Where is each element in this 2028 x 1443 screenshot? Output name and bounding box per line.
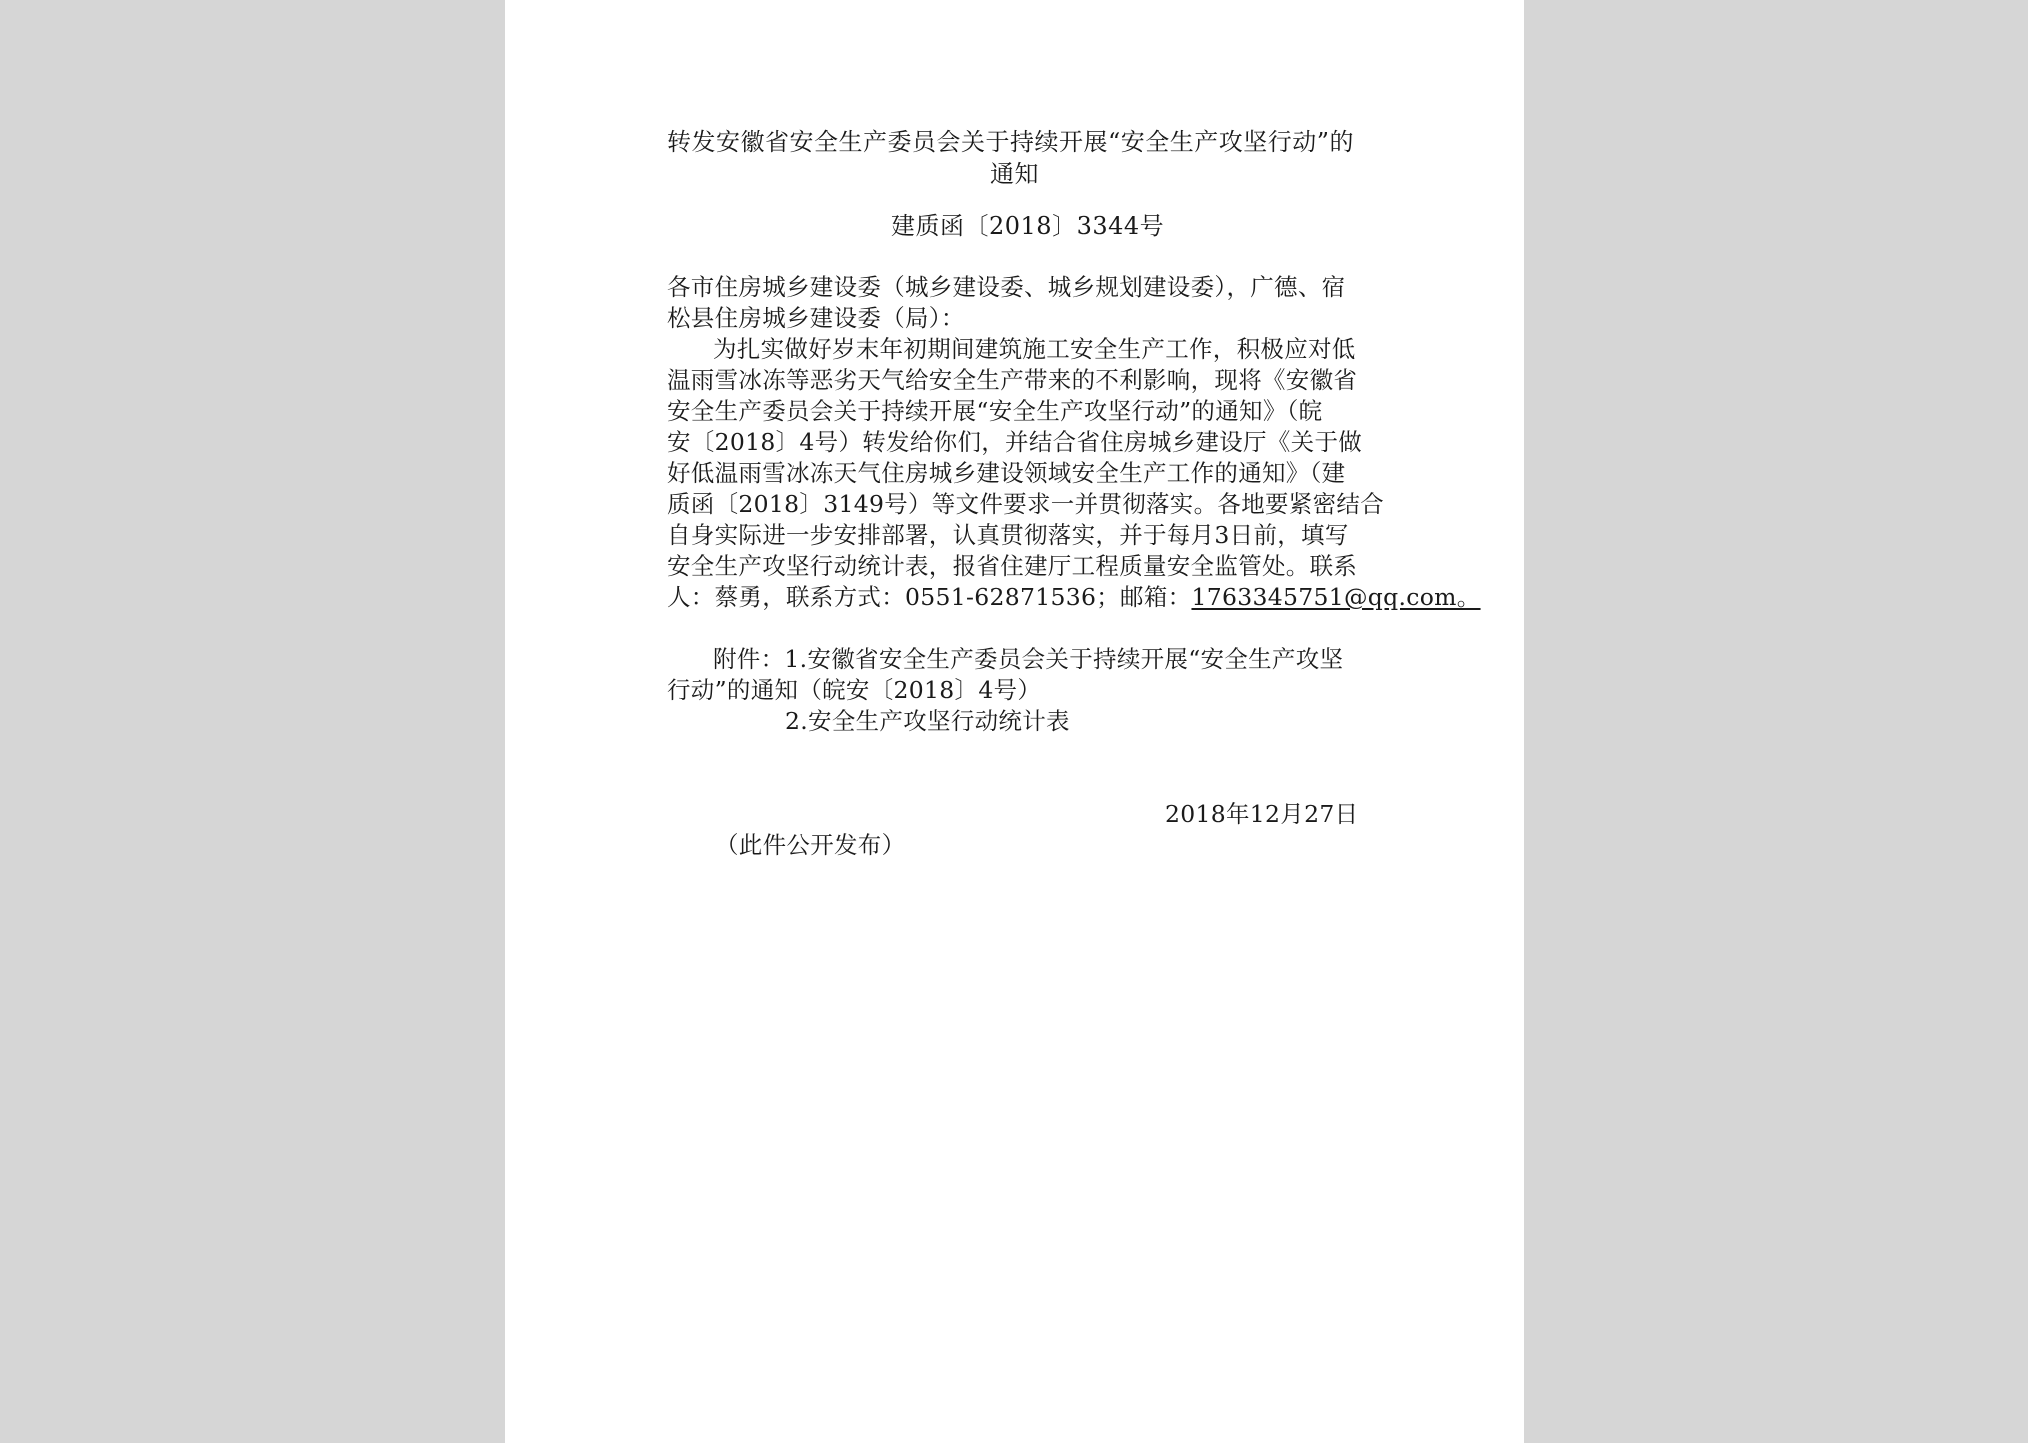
contact-prefix: 人：蔡勇，联系方式：0551-62871536；邮箱：: [667, 583, 1192, 611]
body-line: 安全生产攻坚行动统计表，报省住建厅工程质量安全监管处。联系: [667, 552, 1358, 580]
body-line: 质函〔2018〕3149号）等文件要求一并贯彻落实。各地要紧密结合: [667, 490, 1385, 518]
document-title-line-2: 通知: [990, 160, 1039, 188]
attachment-line-1: 附件：1.安徽省安全生产委员会关于持续开展“安全生产攻坚: [713, 645, 1344, 673]
body-line: 为扎实做好岁末年初期间建筑施工安全生产工作，积极应对低: [713, 335, 1356, 363]
body-line: 温雨雪冰冻等恶劣天气给安全生产带来的不利影响，现将《安徽省: [667, 366, 1358, 394]
body-line: 好低温雨雪冰冻天气住房城乡建设领域安全生产工作的通知》（建: [667, 459, 1346, 487]
contact-email-link[interactable]: 1763345751@qq.com。: [1191, 583, 1481, 611]
addressee-line-1: 各市住房城乡建设委（城乡建设委、城乡规划建设委），广德、宿: [667, 273, 1346, 301]
body-line: 安全生产委员会关于持续开展“安全生产攻坚行动”的通知》（皖: [667, 397, 1323, 425]
addressee-line-2: 松县住房城乡建设委（局）：: [667, 304, 965, 332]
contact-line: [667, 578, 1481, 612]
attachment-line-3: 2.安全生产攻坚行动统计表: [785, 707, 1070, 735]
document-title-line-1: 转发安徽省安全生产委员会关于持续开展“安全生产攻坚行动”的: [667, 128, 1355, 156]
body-line: 自身实际进一步安排部署，认真贯彻落实，并于每月3日前，填写: [667, 521, 1349, 549]
document-date: 2018年12月27日: [1165, 800, 1359, 828]
body-line: 安〔2018〕4号）转发给你们，并结合省住房城乡建设厅《关于做: [667, 428, 1363, 456]
document-page: [505, 0, 1524, 1443]
document-number: 建质函〔2018〕3344号: [891, 212, 1165, 240]
attachment-line-2: 行动”的通知（皖安〔2018〕4号）: [667, 676, 1042, 704]
disclosure-note: （此件公开发布）: [715, 831, 906, 859]
